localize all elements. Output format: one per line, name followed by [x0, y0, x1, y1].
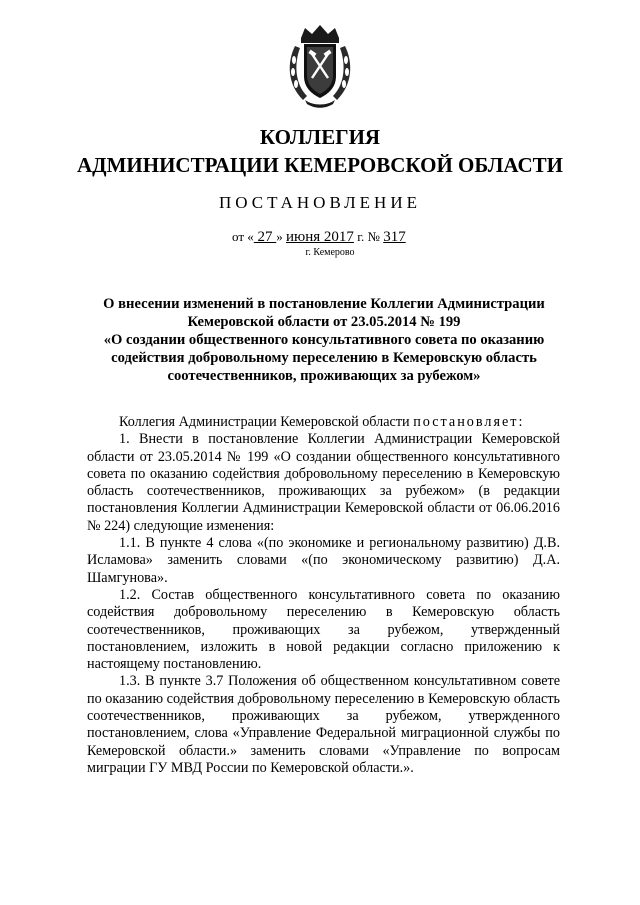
date-year-suffix: г. №	[353, 229, 384, 244]
body-paragraph: 1.2. Состав общественного консультативного совета по оказанию содействия добровольному переселению в Кемеровскую область соотечественников, проживающих за рубежом, утвержденный постановлением, изложить в новой редакции согласно приложению к настоящему постановлению.	[87, 586, 560, 673]
title-line: Кемеровской области от 23.05.2014 № 199	[187, 314, 461, 330]
date-month-year: июня 2017	[286, 229, 354, 245]
title-line: соотечественников, проживающих за рубежом»	[167, 368, 481, 384]
title-line: «О создании общественного консультативного совета по оказанию	[103, 332, 545, 348]
date-day: 27	[253, 229, 277, 245]
body-paragraph: 1.1. В пункте 4 слова «(по экономике и региональному развитию) Д.В. Исламова» заменить словами «(по экономическому развитию) Д.А. Шамгунова».	[87, 535, 560, 586]
organization-name-line2: АДМИНИСТРАЦИИ КЕМЕРОВСКОЙ ОБЛАСТИ	[76, 153, 564, 177]
title-line: содействия добровольному переселению в Кемеровскую область	[111, 350, 537, 366]
coat-of-arms-icon	[285, 24, 355, 110]
organization-name-line1: КОЛЛЕГИЯ	[259, 125, 381, 149]
body-paragraph: 1.3. В пункте 3.7 Положения об общественном консультативном совете по оказанию содействия добровольному переселению в Кемеровскую область соотечественников, проживающих за рубежом, утвержденного постановлением, слова «Управление Федеральной миграционной службы по Кемеровской области.» заменить словами «Управление по вопросам миграции ГУ МВД России по Кемеровской области.».	[87, 673, 560, 776]
city-name: г. Кемерово	[305, 247, 355, 258]
date-number-line	[232, 229, 406, 246]
intro-text: Коллегия Администрации Кемеровской области	[119, 414, 414, 430]
date-mid: »	[276, 229, 287, 244]
document-body	[87, 414, 560, 777]
document-number: 317	[383, 229, 406, 245]
intro-paragraph	[87, 414, 560, 431]
body-paragraph: 1. Внести в постановление Коллегии Администрации Кемеровской области от 23.05.2014 № 199 «О создании общественного консультативного совета по оказанию содействия добровольному переселению в Кемеровскую область соотечественников, проживающих за рубежом» (в редакции постановления Коллегии Администрации Кемеровской области от 06.06.2016 № 224) следующие изменения:	[87, 431, 560, 534]
date-prefix: от «	[232, 229, 254, 244]
title-line: О внесении изменений в постановление Коллегии Администрации	[103, 296, 545, 312]
intro-decree-word: постановляет:	[413, 414, 525, 430]
document-type: ПОСТАНОВЛЕНИЕ	[218, 193, 421, 212]
document-title	[84, 295, 564, 385]
